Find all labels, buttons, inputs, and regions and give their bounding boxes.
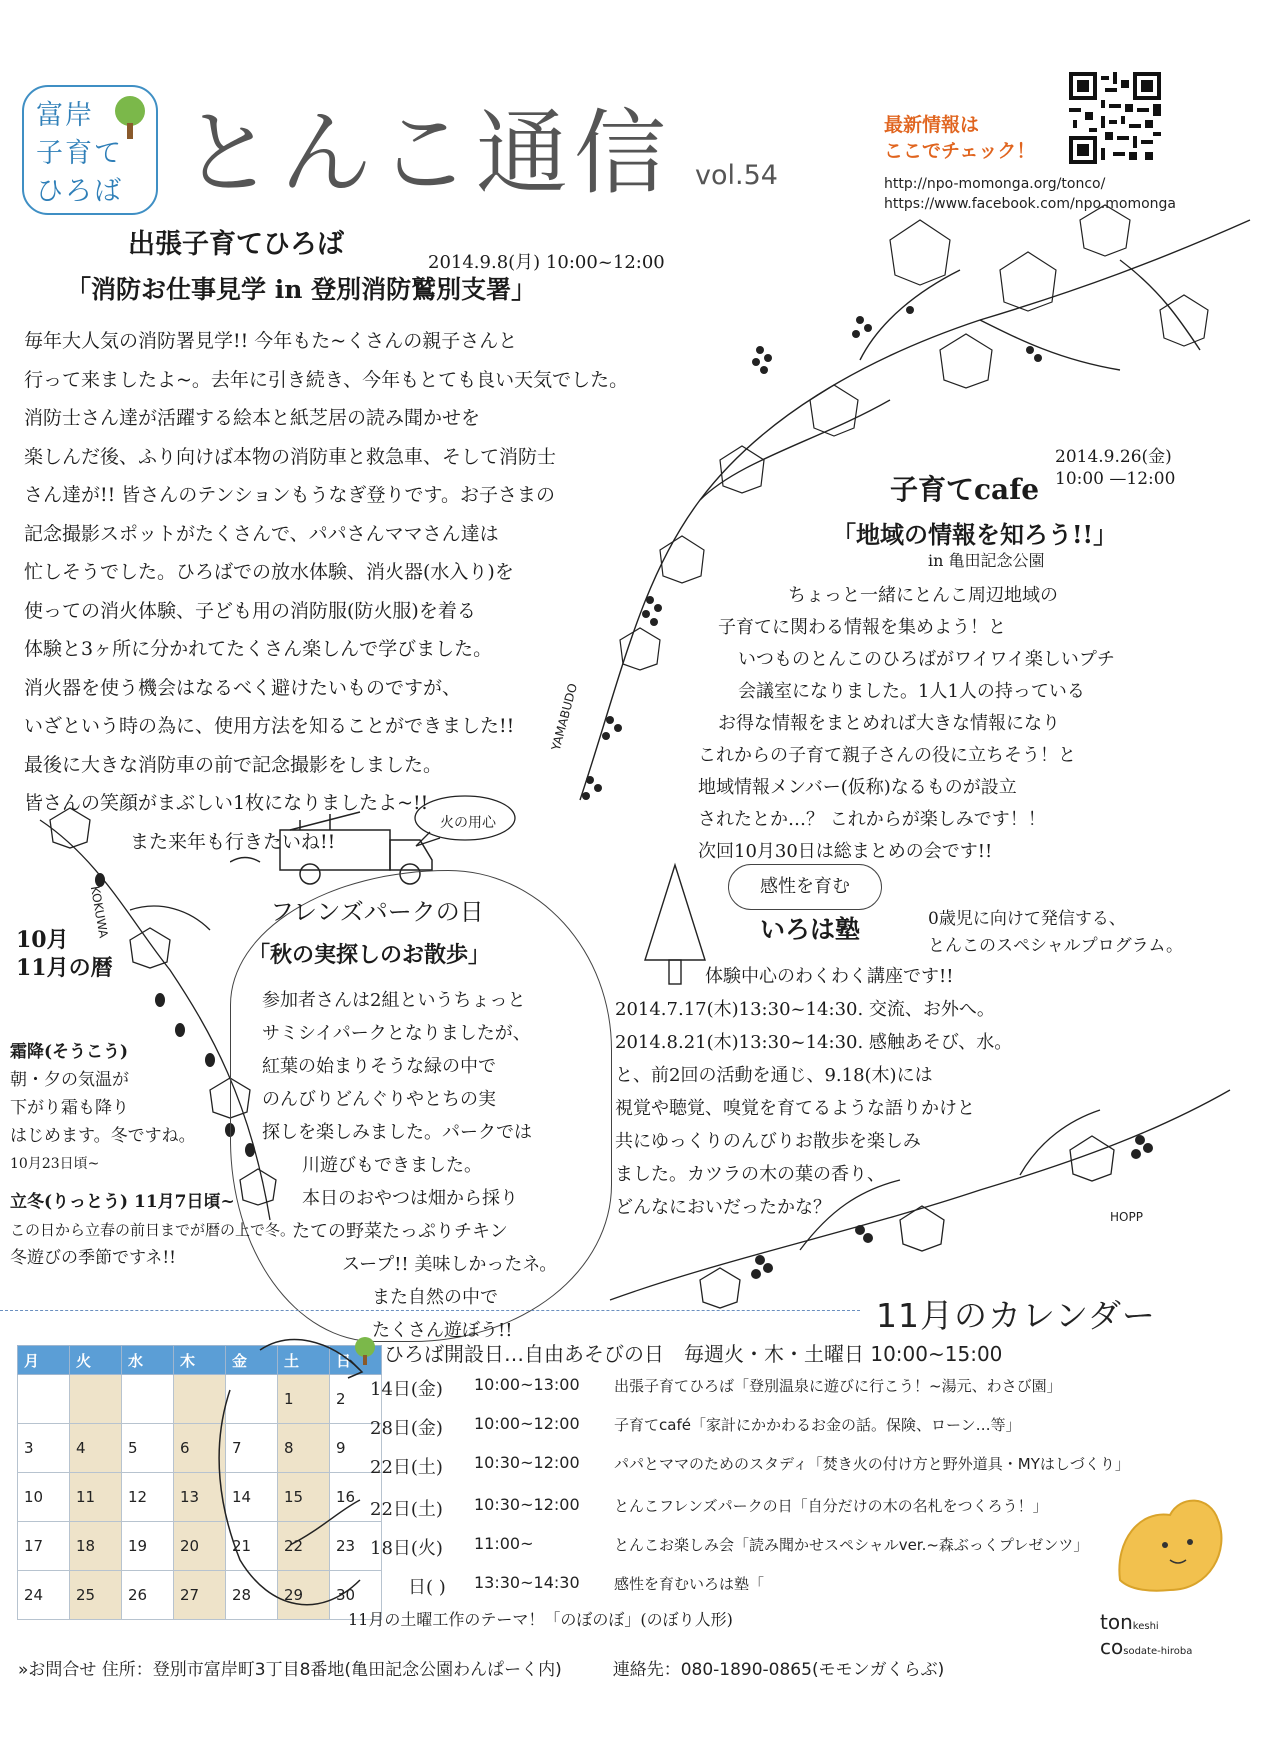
body-line: 紅葉の始まりそうな緑の中で (262, 1056, 496, 1077)
calendar-day[interactable]: 25 (70, 1571, 122, 1620)
event-description: 出張子育てひろば「登別温泉に遊びに行こう！~湯元、わさび園」 (614, 1377, 1062, 1395)
event-date: 14日(金) (370, 1379, 443, 1400)
body-line: サミシイパークとなりましたが、 (262, 1023, 531, 1044)
calendar-day[interactable]: 2 (330, 1375, 382, 1424)
body-line: 探しを楽しみました。パークでは (262, 1122, 532, 1143)
body-line: 体験と3ヶ所に分かれてたくさん楽しんで学びました。 (24, 638, 493, 660)
iroha-juku-title: いろは塾 (760, 915, 861, 944)
website-link[interactable]: http://npo-momonga.org/tonco/ (884, 176, 1106, 192)
saturday-craft-theme: 11月の土曜工作のテーマ！「のぼのぼ」(のぼり人形) (348, 1610, 733, 1629)
calendar-day[interactable]: 20 (174, 1522, 226, 1571)
weekday-header: 日 (330, 1346, 382, 1375)
site-logo (22, 85, 158, 215)
event-time: 11:00~ (474, 1534, 534, 1553)
qr-code-icon[interactable] (1069, 72, 1161, 164)
calendar-day[interactable]: 21 (226, 1522, 278, 1571)
plant-label: YAMABUDO (548, 681, 581, 753)
event-date: 日( ) (408, 1577, 446, 1598)
calendar-day[interactable]: 27 (174, 1571, 226, 1620)
koyomi-line: 立冬(りっとう) 11月7日頃~ (10, 1192, 235, 1212)
event-row[interactable] (370, 1414, 1230, 1448)
body-line: 皆さんの笑顔がまぶしい1枚になりましたよ~!! (24, 792, 429, 814)
fire-article-title: 「消防お仕事見学 in 登別消防鷲別支署」 (66, 275, 537, 304)
calendar-day[interactable]: 14 (226, 1473, 278, 1522)
body-line: 参加者さんは2組というちょっと (262, 990, 526, 1011)
hiroba-open-days: ひろば開設日…自由あそびの日 毎週火・木・土曜日 10:00~15:00 (384, 1342, 1003, 1366)
friends-article-heading: フレンズパークの日 (270, 898, 484, 926)
qr-caption-line: 最新情報は (884, 114, 980, 136)
body-line: 体験中心のわくわく講座です!! (705, 966, 954, 987)
body-line: 視覚や聴覚、嗅覚を育てるような語りかけと (615, 1098, 975, 1119)
body-line: さん達が!! 皆さんのテンションもうなぎ登りです。お子さまの (24, 484, 555, 506)
event-description: とんこお楽しみ会「読み聞かせスペシャルver.~森ぶっくプレゼンツ」 (614, 1536, 1089, 1554)
weekday-header: 木 (174, 1346, 226, 1375)
koyomi-line: 10月23日頃~ (10, 1156, 100, 1172)
calendar-day[interactable] (18, 1375, 70, 1424)
koyomi-line: 霜降(そうこう) (10, 1042, 129, 1062)
event-row[interactable] (370, 1453, 1230, 1487)
tree-icon (350, 1336, 380, 1366)
calendar-day[interactable] (70, 1375, 122, 1424)
tonko-logo (1100, 1612, 1192, 1662)
section-divider (0, 1310, 860, 1311)
logo-text: ton (1100, 1610, 1133, 1634)
body-line: 2014.8.21(木)13:30~14:30. 感触あそび、水。 (615, 1032, 1013, 1053)
event-time: 10:00~13:00 (474, 1375, 580, 1394)
event-date: 18日(火) (370, 1538, 443, 1559)
qr-caption-line: ここでチェック！ (884, 140, 1036, 162)
weekday-header: 金 (226, 1346, 278, 1375)
calendar-day[interactable]: 23 (330, 1522, 382, 1571)
fire-article-date: 2014.9.8(月) 10:00~12:00 (428, 252, 665, 273)
mascot-illustration (1110, 1490, 1230, 1600)
calendar-day[interactable]: 19 (122, 1522, 174, 1571)
event-description: とんこフレンズパークの日「自分だけの木の名札をつくろう！」 (614, 1497, 1048, 1515)
calendar-title: 11月のカレンダー (876, 1296, 1156, 1335)
koyomi-line: 朝・夕の気温が (10, 1070, 129, 1090)
facebook-link[interactable]: https://www.facebook.com/npo.momonga (884, 196, 1176, 212)
calendar-day[interactable]: 29 (278, 1571, 330, 1620)
body-line: ちょっと一緒にとんこ周辺地域の (788, 585, 1058, 606)
weekday-header: 火 (70, 1346, 122, 1375)
body-line: のんびりどんぐりやとちの実 (262, 1089, 496, 1110)
calendar-day[interactable]: 13 (174, 1473, 226, 1522)
contact-footer: »お問合せ 住所：登別市富岸町3丁目8番地(亀田記念公園わんぱーく内) 連絡先：080-1890-0865(モモンガくらぶ) (18, 1660, 945, 1680)
body-line: いざという時の為に、使用方法を知ることができました!! (24, 715, 515, 737)
logo-line: 子育て (36, 138, 123, 169)
calendar-day[interactable]: 9 (330, 1424, 382, 1473)
calendar-day[interactable]: 11 (70, 1473, 122, 1522)
body-line: 地域情報メンバー(仮称)なるものが設立 (698, 777, 1017, 798)
calendar-day[interactable]: 15 (278, 1473, 330, 1522)
event-row[interactable] (370, 1534, 1230, 1568)
body-line: と、前2回の活動を通じ、9.18(木)には (615, 1065, 933, 1086)
body-line: お得な情報をまとめれば大きな情報になり (718, 713, 1060, 734)
friends-article-body (262, 984, 557, 1347)
calendar-day[interactable]: 16 (330, 1473, 382, 1522)
koyomi-line: この日から立春の前日までが暦の上で冬。 (10, 1221, 296, 1239)
body-line: また来年も行きたいね!! (130, 830, 336, 853)
event-row[interactable] (370, 1495, 1230, 1529)
weekday-header: 月 (18, 1346, 70, 1375)
calendar-day[interactable]: 18 (70, 1522, 122, 1571)
calendar-day[interactable]: 7 (226, 1424, 278, 1473)
body-line: 子育てに関わる情報を集めよう！と (718, 617, 1006, 638)
body-line: 記念撮影スポットがたくさんで、パパさんママさん達は (24, 522, 499, 545)
calendar-day[interactable]: 1 (278, 1375, 330, 1424)
event-time: 10:30~12:00 (474, 1495, 580, 1514)
event-date: 28日(金) (370, 1418, 443, 1439)
event-time: 13:30~14:30 (474, 1573, 580, 1592)
body-line: これからの子育て親子さんの役に立ちそう！と (698, 745, 1076, 766)
body-line: 消防士さん達が活躍する絵本と紙芝居の読み聞かせを (24, 407, 481, 429)
calendar-day[interactable]: 4 (70, 1424, 122, 1473)
event-row[interactable] (370, 1573, 1230, 1607)
cafe-article-title: 「地域の情報を知ろう!!」 (832, 520, 1118, 549)
cafe-article-date: 2014.9.26(金) 10:00 —12:00 (1055, 447, 1176, 489)
cafe-article-heading: 子育てcafe (890, 473, 1040, 506)
calendar-day[interactable]: 10 (18, 1473, 70, 1522)
koyomi-line: 下がり霜も降り (10, 1098, 129, 1118)
calendar-day[interactable]: 24 (18, 1571, 70, 1620)
cafe-article-body (698, 580, 1115, 868)
weekday-header: 水 (122, 1346, 174, 1375)
calendar-day[interactable]: 8 (278, 1424, 330, 1473)
event-row[interactable] (370, 1375, 1230, 1409)
calendar-day[interactable]: 26 (122, 1571, 174, 1620)
logo-line: 富岸 (36, 100, 94, 131)
calendar-day[interactable]: 5 (122, 1424, 174, 1473)
logo-text-small: keshi (1132, 1621, 1159, 1632)
calendar-day[interactable]: 6 (174, 1424, 226, 1473)
friends-article-title: 「秋の実探しのお散歩」 (248, 942, 491, 968)
newsletter-title: とんこ通信 (182, 100, 673, 207)
weekday-header: 土 (278, 1346, 330, 1375)
calendar-day[interactable] (122, 1375, 174, 1424)
body-line: また自然の中で (372, 1287, 498, 1308)
cafe-article-place: in 亀田記念公園 (928, 551, 1045, 570)
body-line: 次回10月30日は総まとめの会です!! (698, 841, 993, 862)
fire-article-body (24, 322, 628, 861)
body-line: 会議室になりました。1人1人の持っている (738, 681, 1085, 702)
body-line: 消火器を使う機会はなるべく避けたいものですが、 (24, 676, 462, 699)
koyomi-body (10, 1038, 295, 1272)
logo-text: co (1100, 1635, 1124, 1659)
event-time: 10:30~12:00 (474, 1453, 580, 1472)
koyomi-heading (16, 926, 113, 982)
event-description: パパとママのためのスタディ「焚き火の付け方と野外道具・MYはしづくり」 (614, 1455, 1130, 1473)
body-line: 川遊びもできました。 (302, 1155, 482, 1176)
koyomi-line: はじめます。冬ですね。 (10, 1126, 196, 1146)
tree-icon (110, 93, 150, 141)
body-line: 楽しんだ後、ふり向けば本物の消防車と救急車、そして消防士 (24, 445, 557, 468)
body-line: たくさん遊ぼう!! (372, 1320, 513, 1341)
plant-label: HOPP (1110, 1210, 1143, 1224)
fire-article-heading: 出張子育てひろば (128, 229, 344, 260)
body-line: 使っての消火体験、子ども用の消防服(防火服)を着る (24, 599, 476, 622)
qr-caption (884, 112, 1035, 164)
logo-line: ひろば (36, 176, 123, 207)
koyomi-heading-line: 10月 (16, 927, 69, 953)
event-time: 10:00~12:00 (474, 1414, 580, 1433)
iroha-juku-body (615, 960, 1012, 1224)
calendar-day[interactable]: 28 (226, 1571, 278, 1620)
event-description: 感性を育むいろは塾「 (614, 1575, 765, 1593)
volume-number: vol.54 (695, 160, 778, 191)
calendar-day[interactable]: 3 (18, 1424, 70, 1473)
body-line: 毎年大人気の消防署見学!! 今年もた~くさんの親子さんと (24, 330, 518, 352)
intro-line: とんこのスペシャルプログラム。 (928, 936, 1183, 956)
body-line: 行って来ましたよ~。去年に引き続き、今年もとても良い天気でした。 (24, 368, 629, 391)
body-line: 共にゆっくりのんびりお散歩を楽しみ (615, 1131, 921, 1152)
body-line: スープ!! 美味しかったネ。 (342, 1254, 558, 1275)
body-line: されたとか…？ これからが楽しみです！！ (698, 809, 1046, 830)
kansei-badge: 感性を育む (728, 864, 882, 910)
calendar-day[interactable]: 12 (122, 1473, 174, 1522)
truck-caption: 火の用心 (440, 815, 496, 831)
body-line: どんなにおいだったかな？ (615, 1197, 831, 1218)
iroha-juku-intro (928, 906, 1183, 960)
body-line: 本日のおやつは畑から採り (302, 1188, 518, 1209)
calendar-day[interactable]: 30 (330, 1571, 382, 1620)
koyomi-heading-line: 11月の暦 (16, 955, 113, 981)
body-line: 2014.7.17(木)13:30~14:30. 交流、お外へ。 (615, 999, 995, 1020)
body-line: ました。カツラの木の葉の香り、 (615, 1164, 885, 1185)
event-description: 子育てcafé「家計にかかわるお金の話。保険、ローン…等」 (614, 1416, 1021, 1434)
body-line: いつものとんこのひろばがワイワイ楽しいプチ (738, 649, 1115, 670)
koyomi-line: 冬遊びの季節ですネ!! (10, 1248, 176, 1268)
event-date: 22日(土) (370, 1499, 443, 1520)
intro-line: 0歳児に向けて発信する、 (928, 909, 1126, 929)
calendar-day[interactable]: 22 (278, 1522, 330, 1571)
calendar-arrows-illustration (200, 1330, 370, 1620)
plant-label: KOKUWA (87, 884, 111, 940)
body-line: たての野菜たっぷりチキン (292, 1221, 508, 1242)
event-date: 22日(土) (370, 1457, 443, 1478)
calendar-day[interactable]: 17 (18, 1522, 70, 1571)
logo-text-small: sodate-hiroba (1123, 1646, 1193, 1657)
body-line: 忙しそうでした。ひろばでの放水体験、消火器(水入り)を (24, 561, 514, 583)
body-line: 最後に大きな消防車の前で記念撮影をしました。 (24, 753, 443, 776)
